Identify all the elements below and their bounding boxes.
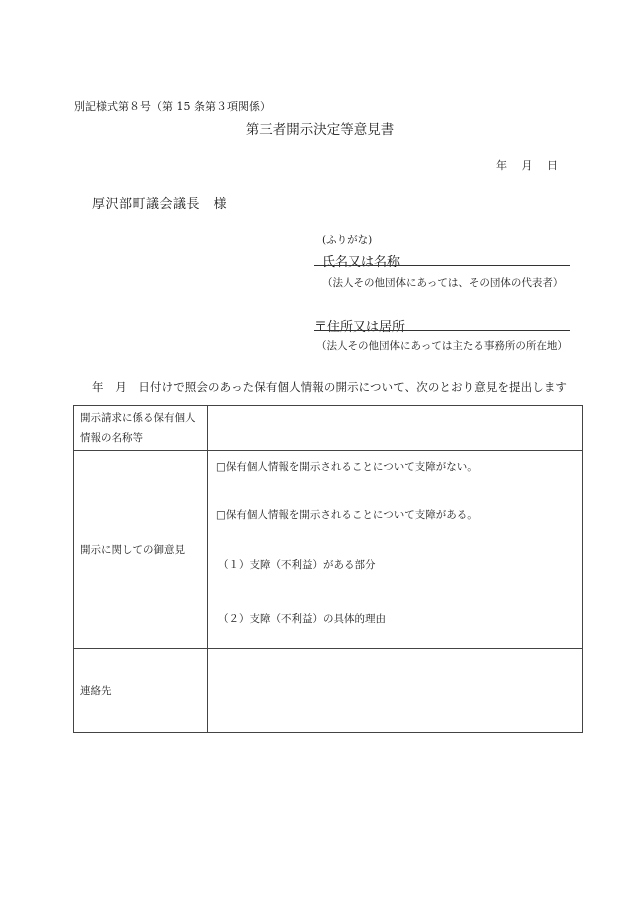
name-note: （法人その他団体にあっては、その団体の代表者） xyxy=(322,277,564,289)
sub-item-affected-part: （１）支障（不利益）がある部分 xyxy=(218,559,376,571)
form-reference: 別記様式第８号（第 15 条第３項関係） xyxy=(74,100,271,113)
requested-info-label-line1: 開示請求に係る保有個人 xyxy=(80,412,196,424)
address-label: 〒住所又は居所 xyxy=(314,320,406,335)
contact-label: 連絡先 xyxy=(74,649,208,733)
contact-value-cell[interactable] xyxy=(208,649,583,733)
furigana-label: (ふりがな) xyxy=(322,234,373,246)
name-label: 氏名又は名称 xyxy=(322,255,401,270)
document-title: 第三者開示決定等意見書 xyxy=(245,122,395,138)
requested-info-label-cell xyxy=(74,406,208,451)
opinion-label: 開示に関しての御意見 xyxy=(74,451,208,649)
table-row xyxy=(74,406,583,451)
sub-item-specific-reason: （２）支障（不利益）の具体的理由 xyxy=(218,613,386,625)
opinion-options-cell xyxy=(208,451,583,649)
option-issue-checkbox[interactable]: □保有個人情報を開示されることについて支障がある。 xyxy=(216,509,478,521)
option-no-issue-checkbox[interactable]: □保有個人情報を開示されることについて支障がない。 xyxy=(216,461,478,473)
table-row xyxy=(74,451,583,649)
address-field-line[interactable] xyxy=(314,330,570,331)
name-field-line[interactable] xyxy=(314,265,570,266)
opinion-table xyxy=(73,405,583,733)
addressee: 厚沢部町議会議長 様 xyxy=(92,197,228,212)
intro-text: 年 月 日付けで照会のあった保有個人情報の開示について、次のとおり意見を提出します xyxy=(92,380,568,394)
date-line: 年 月 日 xyxy=(496,159,559,172)
requested-info-value-cell[interactable] xyxy=(208,406,583,451)
address-note: （法人その他団体にあっては主たる事務所の所在地） xyxy=(316,340,568,352)
requested-info-label-line2: 情報の名称等 xyxy=(80,432,143,444)
table-row xyxy=(74,649,583,733)
